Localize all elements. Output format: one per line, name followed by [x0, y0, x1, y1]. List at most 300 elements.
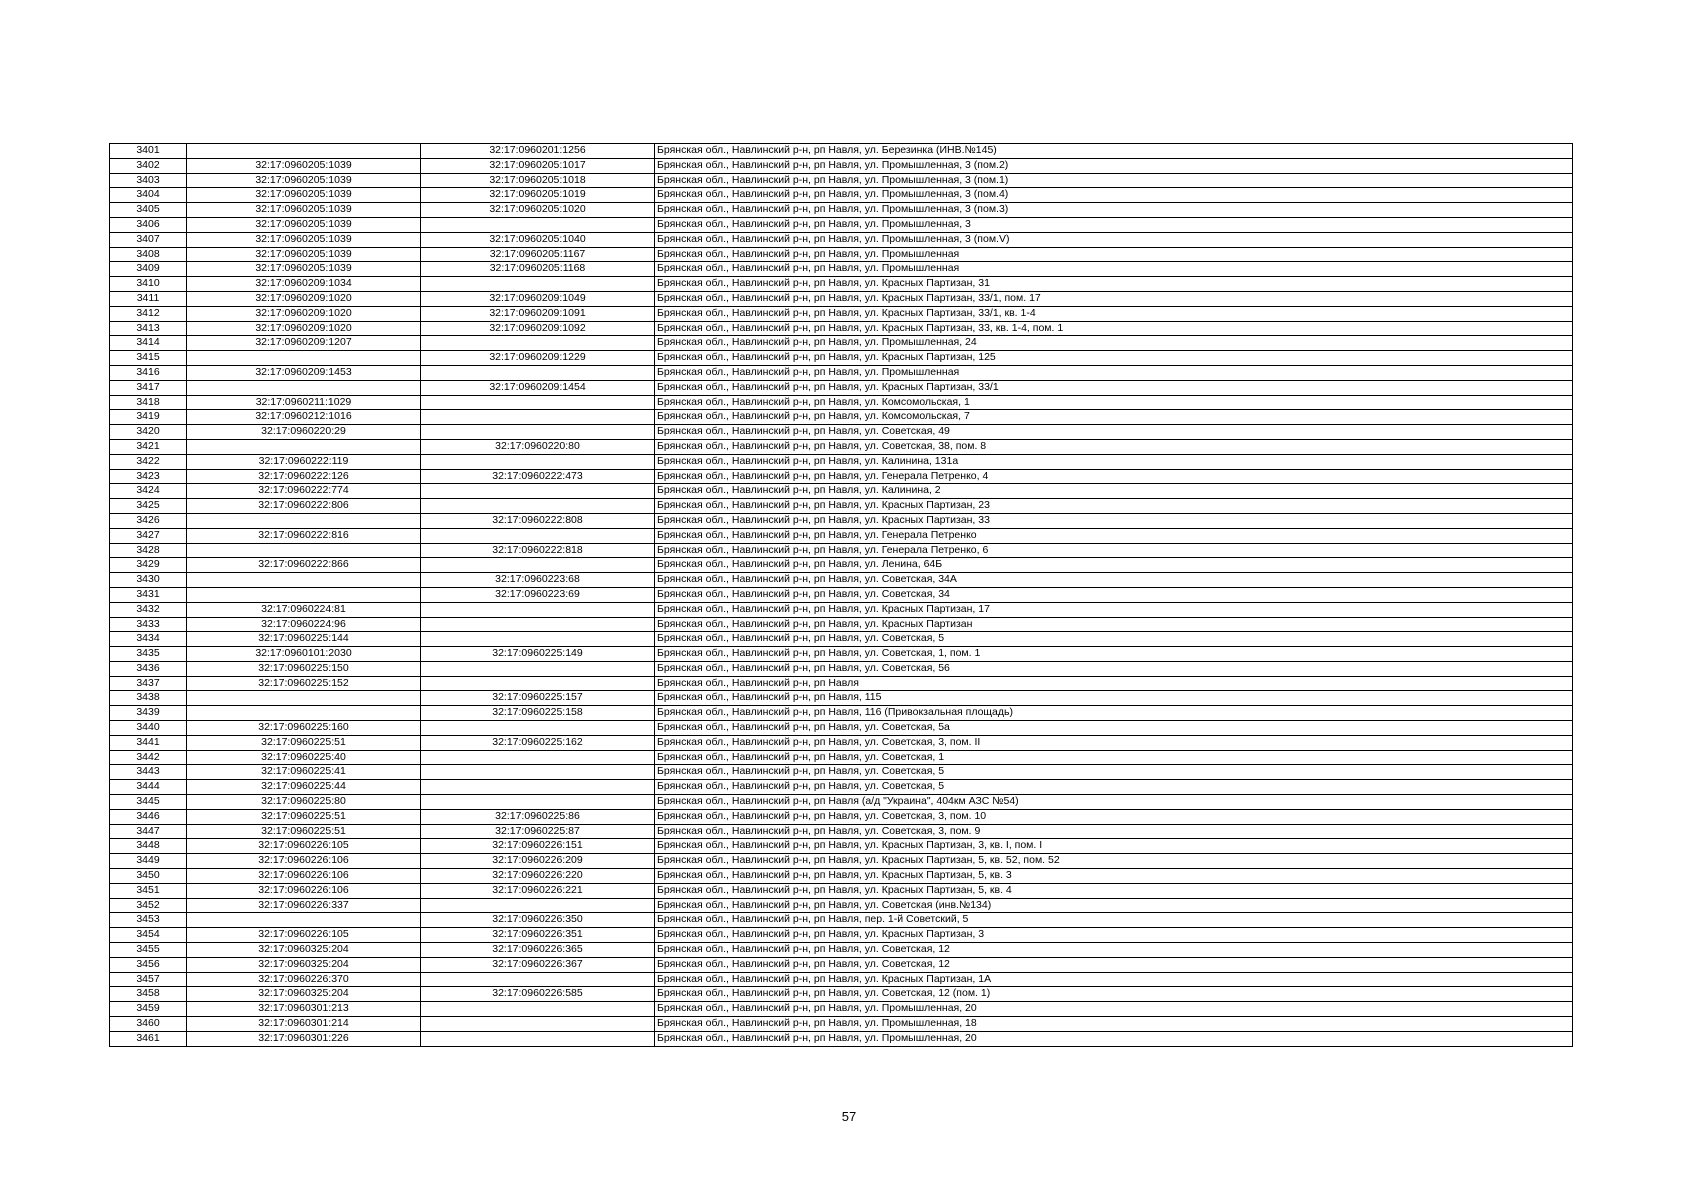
cadastral-number-cell: 32:17:0960225:162	[421, 735, 655, 750]
table-row	[110, 632, 1573, 647]
row-number-cell: 3452	[110, 898, 187, 913]
parent-cadastral-number-cell: 32:17:0960224:96	[187, 617, 421, 632]
parent-cadastral-number-cell: 32:17:0960226:106	[187, 869, 421, 884]
row-number-cell: 3438	[110, 691, 187, 706]
parent-cadastral-number-cell: 32:17:0960222:806	[187, 499, 421, 514]
row-number-cell: 3422	[110, 454, 187, 469]
table-row	[110, 351, 1573, 366]
table-row	[110, 898, 1573, 913]
row-number-cell: 3428	[110, 543, 187, 558]
cadastral-number-cell: 32:17:0960205:1017	[421, 158, 655, 173]
table-row	[110, 395, 1573, 410]
row-number-cell: 3453	[110, 913, 187, 928]
row-number-cell: 3417	[110, 380, 187, 395]
address-cell: Брянская обл., Навлинский р-н, рп Навля, ул. Красных Партизан, 3	[655, 928, 1573, 943]
cadastral-number-cell: 32:17:0960226:585	[421, 987, 655, 1002]
parent-cadastral-number-cell: 32:17:0960225:160	[187, 721, 421, 736]
table-row	[110, 1002, 1573, 1017]
table-row	[110, 869, 1573, 884]
row-number-cell: 3426	[110, 513, 187, 528]
address-cell: Брянская обл., Навлинский р-н, рп Навля, ул. Промышленная, 3 (пом.3)	[655, 203, 1573, 218]
parent-cadastral-number-cell: 32:17:0960225:51	[187, 824, 421, 839]
parent-cadastral-number-cell: 32:17:0960226:106	[187, 883, 421, 898]
parent-cadastral-number-cell: 32:17:0960209:1034	[187, 277, 421, 292]
table-row	[110, 647, 1573, 662]
row-number-cell: 3406	[110, 217, 187, 232]
parent-cadastral-number-cell: 32:17:0960209:1020	[187, 306, 421, 321]
parent-cadastral-number-cell: 32:17:0960301:213	[187, 1002, 421, 1017]
parent-cadastral-number-cell: 32:17:0960224:81	[187, 602, 421, 617]
cadastral-number-cell	[421, 499, 655, 514]
parent-cadastral-number-cell: 32:17:0960205:1039	[187, 247, 421, 262]
parent-cadastral-number-cell: 32:17:0960225:41	[187, 765, 421, 780]
row-number-cell: 3444	[110, 780, 187, 795]
row-number-cell: 3416	[110, 365, 187, 380]
cadastral-number-cell: 32:17:0960222:473	[421, 469, 655, 484]
table-row	[110, 1017, 1573, 1032]
row-number-cell: 3454	[110, 928, 187, 943]
cadastral-number-cell	[421, 528, 655, 543]
address-cell: Брянская обл., Навлинский р-н, рп Навля, 115	[655, 691, 1573, 706]
address-cell: Брянская обл., Навлинский р-н, рп Навля, ул. Красных Партизан, 23	[655, 499, 1573, 514]
parent-cadastral-number-cell	[187, 351, 421, 366]
address-cell: Брянская обл., Навлинский р-н, рп Навля, ул. Красных Партизан, 3, кв. I, пом. I	[655, 839, 1573, 854]
table-row	[110, 661, 1573, 676]
parent-cadastral-number-cell	[187, 573, 421, 588]
table-row	[110, 336, 1573, 351]
cadastral-number-cell: 32:17:0960226:151	[421, 839, 655, 854]
cadastral-number-cell	[421, 602, 655, 617]
cadastral-number-cell	[421, 617, 655, 632]
cadastral-number-cell	[421, 454, 655, 469]
cadastral-number-cell: 32:17:0960226:220	[421, 869, 655, 884]
parent-cadastral-number-cell: 32:17:0960205:1039	[187, 203, 421, 218]
cadastral-number-cell: 32:17:0960225:157	[421, 691, 655, 706]
address-cell: Брянская обл., Навлинский р-н, рп Навля, ул. Промышленная	[655, 247, 1573, 262]
row-number-cell: 3447	[110, 824, 187, 839]
table-row	[110, 913, 1573, 928]
cadastral-number-cell: 32:17:0960205:1040	[421, 232, 655, 247]
cadastral-number-cell: 32:17:0960226:221	[421, 883, 655, 898]
row-number-cell: 3402	[110, 158, 187, 173]
table-row	[110, 410, 1573, 425]
row-number-cell: 3412	[110, 306, 187, 321]
table-row	[110, 735, 1573, 750]
address-cell: Брянская обл., Навлинский р-н, рп Навля, ул. Красных Партизан, 17	[655, 602, 1573, 617]
parent-cadastral-number-cell	[187, 706, 421, 721]
cadastral-number-cell	[421, 365, 655, 380]
table-row	[110, 380, 1573, 395]
row-number-cell: 3460	[110, 1017, 187, 1032]
address-cell: Брянская обл., Навлинский р-н, рп Навля, ул. Советская, 1	[655, 750, 1573, 765]
parent-cadastral-number-cell: 32:17:0960222:126	[187, 469, 421, 484]
parent-cadastral-number-cell: 32:17:0960225:40	[187, 750, 421, 765]
parent-cadastral-number-cell: 32:17:0960325:204	[187, 987, 421, 1002]
parent-cadastral-number-cell: 32:17:0960301:214	[187, 1017, 421, 1032]
parent-cadastral-number-cell: 32:17:0960101:2030	[187, 647, 421, 662]
row-number-cell: 3425	[110, 499, 187, 514]
row-number-cell: 3403	[110, 173, 187, 188]
cadastral-number-cell: 32:17:0960225:158	[421, 706, 655, 721]
row-number-cell: 3450	[110, 869, 187, 884]
cadastral-number-cell	[421, 1017, 655, 1032]
row-number-cell: 3456	[110, 957, 187, 972]
table-row	[110, 425, 1573, 440]
parent-cadastral-number-cell: 32:17:0960212:1016	[187, 410, 421, 425]
row-number-cell: 3451	[110, 883, 187, 898]
table-row	[110, 291, 1573, 306]
table-row	[110, 765, 1573, 780]
table-row	[110, 721, 1573, 736]
table-row	[110, 321, 1573, 336]
row-number-cell: 3430	[110, 573, 187, 588]
parent-cadastral-number-cell: 32:17:0960222:119	[187, 454, 421, 469]
address-cell: Брянская обл., Навлинский р-н, рп Навля, 116 (Привокзальная площадь)	[655, 706, 1573, 721]
table-row	[110, 839, 1573, 854]
address-cell: Брянская обл., Навлинский р-н, рп Навля, ул. Красных Партизан, 33/1, пом. 17	[655, 291, 1573, 306]
address-cell: Брянская обл., Навлинский р-н, рп Навля, ул. Красных Партизан	[655, 617, 1573, 632]
cadastral-number-cell: 32:17:0960222:818	[421, 543, 655, 558]
parent-cadastral-number-cell: 32:17:0960325:204	[187, 943, 421, 958]
cadastral-number-cell	[421, 795, 655, 810]
parent-cadastral-number-cell	[187, 691, 421, 706]
address-cell: Брянская обл., Навлинский р-н, рп Навля, ул. Советская, 3, пом. 10	[655, 809, 1573, 824]
cadastral-number-cell	[421, 277, 655, 292]
address-cell: Брянская обл., Навлинский р-н, рп Навля, ул. Промышленная, 18	[655, 1017, 1573, 1032]
cadastral-number-cell: 32:17:0960225:149	[421, 647, 655, 662]
table-row	[110, 173, 1573, 188]
cadastral-number-cell: 32:17:0960205:1167	[421, 247, 655, 262]
row-number-cell: 3404	[110, 188, 187, 203]
row-number-cell: 3455	[110, 943, 187, 958]
parent-cadastral-number-cell: 32:17:0960225:150	[187, 661, 421, 676]
parent-cadastral-number-cell: 32:17:0960205:1039	[187, 217, 421, 232]
row-number-cell: 3432	[110, 602, 187, 617]
table-row	[110, 306, 1573, 321]
row-number-cell: 3459	[110, 1002, 187, 1017]
table-row	[110, 928, 1573, 943]
address-cell: Брянская обл., Навлинский р-н, рп Навля, ул. Красных Партизан, 5, кв. 4	[655, 883, 1573, 898]
cadastral-number-cell: 32:17:0960209:1092	[421, 321, 655, 336]
address-cell: Брянская обл., Навлинский р-н, рп Навля, ул. Красных Партизан, 1А	[655, 972, 1573, 987]
table-row	[110, 558, 1573, 573]
table-row	[110, 883, 1573, 898]
parent-cadastral-number-cell: 32:17:0960301:226	[187, 1031, 421, 1046]
table-row	[110, 528, 1573, 543]
address-cell: Брянская обл., Навлинский р-н, рп Навля, ул. Березинка (ИНВ.№145)	[655, 144, 1573, 159]
parent-cadastral-number-cell	[187, 513, 421, 528]
parent-cadastral-number-cell: 32:17:0960205:1039	[187, 262, 421, 277]
parent-cadastral-number-cell	[187, 543, 421, 558]
row-number-cell: 3409	[110, 262, 187, 277]
row-number-cell: 3408	[110, 247, 187, 262]
row-number-cell: 3435	[110, 647, 187, 662]
address-cell: Брянская обл., Навлинский р-н, рп Навля, ул. Красных Партизан, 33/1, кв. 1-4	[655, 306, 1573, 321]
table-row	[110, 795, 1573, 810]
table-row	[110, 1031, 1573, 1046]
table-row	[110, 750, 1573, 765]
address-cell: Брянская обл., Навлинский р-н, рп Навля, ул. Промышленная, 3	[655, 217, 1573, 232]
cadastral-number-cell	[421, 336, 655, 351]
table-row	[110, 854, 1573, 869]
address-cell: Брянская обл., Навлинский р-н, рп Навля, ул. Советская, 49	[655, 425, 1573, 440]
page-number: 57	[841, 1109, 857, 1124]
cadastral-number-cell	[421, 661, 655, 676]
row-number-cell: 3446	[110, 809, 187, 824]
row-number-cell: 3437	[110, 676, 187, 691]
cadastral-number-cell: 32:17:0960226:365	[421, 943, 655, 958]
row-number-cell: 3441	[110, 735, 187, 750]
cadastral-number-cell: 32:17:0960205:1018	[421, 173, 655, 188]
table-row	[110, 706, 1573, 721]
table-row	[110, 573, 1573, 588]
row-number-cell: 3443	[110, 765, 187, 780]
parent-cadastral-number-cell: 32:17:0960209:1207	[187, 336, 421, 351]
row-number-cell: 3429	[110, 558, 187, 573]
cadastral-number-cell	[421, 972, 655, 987]
row-number-cell: 3436	[110, 661, 187, 676]
cadastral-number-cell: 32:17:0960205:1168	[421, 262, 655, 277]
table-row	[110, 513, 1573, 528]
address-cell: Брянская обл., Навлинский р-н, рп Навля, пер. 1-й Советский, 5	[655, 913, 1573, 928]
parent-cadastral-number-cell	[187, 913, 421, 928]
cadastral-number-cell: 32:17:0960205:1020	[421, 203, 655, 218]
address-cell: Брянская обл., Навлинский р-н, рп Навля, ул. Калинина, 131а	[655, 454, 1573, 469]
parent-cadastral-number-cell: 32:17:0960226:106	[187, 854, 421, 869]
parent-cadastral-number-cell: 32:17:0960205:1039	[187, 232, 421, 247]
address-cell: Брянская обл., Навлинский р-н, рп Навля, ул. Советская (инв.№134)	[655, 898, 1573, 913]
address-cell: Брянская обл., Навлинский р-н, рп Навля, ул. Советская, 1, пом. 1	[655, 647, 1573, 662]
cadastral-number-cell: 32:17:0960209:1049	[421, 291, 655, 306]
table-row	[110, 987, 1573, 1002]
address-cell: Брянская обл., Навлинский р-н, рп Навля, ул. Калинина, 2	[655, 484, 1573, 499]
parent-cadastral-number-cell: 32:17:0960226:105	[187, 839, 421, 854]
row-number-cell: 3445	[110, 795, 187, 810]
address-cell: Брянская обл., Навлинский р-н, рп Навля, ул. Советская, 3, пом. 9	[655, 824, 1573, 839]
table-row	[110, 602, 1573, 617]
table-row	[110, 158, 1573, 173]
cadastral-number-cell	[421, 1002, 655, 1017]
cadastral-number-cell	[421, 558, 655, 573]
cadastral-number-cell: 32:17:0960209:1229	[421, 351, 655, 366]
cadastral-number-cell: 32:17:0960226:209	[421, 854, 655, 869]
table-row	[110, 188, 1573, 203]
parent-cadastral-number-cell: 32:17:0960205:1039	[187, 158, 421, 173]
table-row	[110, 809, 1573, 824]
row-number-cell: 3413	[110, 321, 187, 336]
table-row	[110, 277, 1573, 292]
parent-cadastral-number-cell: 32:17:0960220:29	[187, 425, 421, 440]
table-row	[110, 262, 1573, 277]
cadastral-number-cell: 32:17:0960223:68	[421, 573, 655, 588]
parent-cadastral-number-cell: 32:17:0960225:44	[187, 780, 421, 795]
parent-cadastral-number-cell: 32:17:0960225:152	[187, 676, 421, 691]
parent-cadastral-number-cell: 32:17:0960222:866	[187, 558, 421, 573]
table-row	[110, 543, 1573, 558]
row-number-cell: 3448	[110, 839, 187, 854]
parent-cadastral-number-cell: 32:17:0960209:1020	[187, 291, 421, 306]
row-number-cell: 3410	[110, 277, 187, 292]
cadastral-number-cell	[421, 410, 655, 425]
row-number-cell: 3418	[110, 395, 187, 410]
cadastral-number-cell	[421, 1031, 655, 1046]
parent-cadastral-number-cell	[187, 587, 421, 602]
address-cell: Брянская обл., Навлинский р-н, рп Навля, ул. Красных Партизан, 5, кв. 52, пом. 52	[655, 854, 1573, 869]
row-number-cell: 3421	[110, 439, 187, 454]
row-number-cell: 3415	[110, 351, 187, 366]
row-number-cell: 3434	[110, 632, 187, 647]
parent-cadastral-number-cell: 32:17:0960325:204	[187, 957, 421, 972]
address-cell: Брянская обл., Навлинский р-н, рп Навля, ул. Советская, 5а	[655, 721, 1573, 736]
cadastral-number-cell: 32:17:0960226:350	[421, 913, 655, 928]
row-number-cell: 3424	[110, 484, 187, 499]
cadastral-number-cell: 32:17:0960222:808	[421, 513, 655, 528]
address-cell: Брянская обл., Навлинский р-н, рп Навля, ул. Красных Партизан, 5, кв. 3	[655, 869, 1573, 884]
address-cell: Брянская обл., Навлинский р-н, рп Навля, ул. Промышленная, 3 (пом.1)	[655, 173, 1573, 188]
address-cell: Брянская обл., Навлинский р-н, рп Навля, ул. Промышленная, 3 (пом.V)	[655, 232, 1573, 247]
cadastral-table	[109, 143, 1573, 1047]
cadastral-number-cell	[421, 676, 655, 691]
address-cell: Брянская обл., Навлинский р-н, рп Навля, ул. Генерала Петренко, 6	[655, 543, 1573, 558]
address-cell: Брянская обл., Навлинский р-н, рп Навля	[655, 676, 1573, 691]
row-number-cell: 3440	[110, 721, 187, 736]
parent-cadastral-number-cell: 32:17:0960225:144	[187, 632, 421, 647]
parent-cadastral-number-cell: 32:17:0960209:1453	[187, 365, 421, 380]
parent-cadastral-number-cell: 32:17:0960222:816	[187, 528, 421, 543]
row-number-cell: 3423	[110, 469, 187, 484]
cadastral-number-cell: 32:17:0960209:1091	[421, 306, 655, 321]
cadastral-number-cell: 32:17:0960223:69	[421, 587, 655, 602]
address-cell: Брянская обл., Навлинский р-н, рп Навля, ул. Красных Партизан, 33	[655, 513, 1573, 528]
row-number-cell: 3407	[110, 232, 187, 247]
table-row	[110, 439, 1573, 454]
address-cell: Брянская обл., Навлинский р-н, рп Навля, ул. Советская, 3, пом. II	[655, 735, 1573, 750]
parent-cadastral-number-cell	[187, 439, 421, 454]
cadastral-number-cell	[421, 484, 655, 499]
address-cell: Брянская обл., Навлинский р-н, рп Навля, ул. Красных Партизан, 31	[655, 277, 1573, 292]
table-row	[110, 247, 1573, 262]
row-number-cell: 3439	[110, 706, 187, 721]
address-cell: Брянская обл., Навлинский р-н, рп Навля, ул. Генерала Петренко, 4	[655, 469, 1573, 484]
table-row	[110, 691, 1573, 706]
table-row	[110, 469, 1573, 484]
cadastral-number-cell	[421, 750, 655, 765]
address-cell: Брянская обл., Навлинский р-н, рп Навля, ул. Ленина, 64Б	[655, 558, 1573, 573]
table-row	[110, 217, 1573, 232]
parent-cadastral-number-cell: 32:17:0960205:1039	[187, 188, 421, 203]
table-row	[110, 203, 1573, 218]
table-row	[110, 144, 1573, 159]
table-row	[110, 232, 1573, 247]
address-cell: Брянская обл., Навлинский р-н, рп Навля, ул. Советская, 56	[655, 661, 1573, 676]
table-row	[110, 676, 1573, 691]
address-cell: Брянская обл., Навлинский р-н, рп Навля, ул. Советская, 12 (пом. 1)	[655, 987, 1573, 1002]
cadastral-number-cell: 32:17:0960226:351	[421, 928, 655, 943]
table-row	[110, 617, 1573, 632]
cadastral-number-cell: 32:17:0960226:367	[421, 957, 655, 972]
address-cell: Брянская обл., Навлинский р-н, рп Навля, ул. Комсомольская, 7	[655, 410, 1573, 425]
address-cell: Брянская обл., Навлинский р-н, рп Навля, ул. Советская, 34	[655, 587, 1573, 602]
address-cell: Брянская обл., Навлинский р-н, рп Навля, ул. Советская, 12	[655, 957, 1573, 972]
cadastral-number-cell: 32:17:0960225:86	[421, 809, 655, 824]
row-number-cell: 3458	[110, 987, 187, 1002]
row-number-cell: 3414	[110, 336, 187, 351]
address-cell: Брянская обл., Навлинский р-н, рп Навля, ул. Промышленная	[655, 262, 1573, 277]
table-row	[110, 365, 1573, 380]
row-number-cell: 3411	[110, 291, 187, 306]
table-body	[110, 144, 1573, 1047]
address-cell: Брянская обл., Навлинский р-н, рп Навля, ул. Промышленная, 24	[655, 336, 1573, 351]
parent-cadastral-number-cell: 32:17:0960225:51	[187, 809, 421, 824]
parent-cadastral-number-cell: 32:17:0960225:51	[187, 735, 421, 750]
address-cell: Брянская обл., Навлинский р-н, рп Навля, ул. Советская, 5	[655, 632, 1573, 647]
row-number-cell: 3401	[110, 144, 187, 159]
parent-cadastral-number-cell: 32:17:0960205:1039	[187, 173, 421, 188]
row-number-cell: 3461	[110, 1031, 187, 1046]
row-number-cell: 3442	[110, 750, 187, 765]
cadastral-number-cell: 32:17:0960225:87	[421, 824, 655, 839]
table-row	[110, 824, 1573, 839]
row-number-cell: 3405	[110, 203, 187, 218]
address-cell: Брянская обл., Навлинский р-н, рп Навля, ул. Красных Партизан, 33/1	[655, 380, 1573, 395]
parent-cadastral-number-cell: 32:17:0960226:370	[187, 972, 421, 987]
cadastral-number-cell: 32:17:0960201:1256	[421, 144, 655, 159]
parent-cadastral-number-cell: 32:17:0960222:774	[187, 484, 421, 499]
parent-cadastral-number-cell: 32:17:0960226:105	[187, 928, 421, 943]
address-cell: Брянская обл., Навлинский р-н, рп Навля (а/д "Украина", 404км АЗС №54)	[655, 795, 1573, 810]
cadastral-number-cell: 32:17:0960220:80	[421, 439, 655, 454]
address-cell: Брянская обл., Навлинский р-н, рп Навля, ул. Красных Партизан, 33, кв. 1-4, пом. 1	[655, 321, 1573, 336]
row-number-cell: 3449	[110, 854, 187, 869]
address-cell: Брянская обл., Навлинский р-н, рп Навля, ул. Генерала Петренко	[655, 528, 1573, 543]
parent-cadastral-number-cell	[187, 144, 421, 159]
parent-cadastral-number-cell: 32:17:0960226:337	[187, 898, 421, 913]
row-number-cell: 3427	[110, 528, 187, 543]
cadastral-number-cell	[421, 632, 655, 647]
table-row	[110, 499, 1573, 514]
address-cell: Брянская обл., Навлинский р-н, рп Навля, ул. Советская, 5	[655, 780, 1573, 795]
row-number-cell: 3457	[110, 972, 187, 987]
table-row	[110, 484, 1573, 499]
address-cell: Брянская обл., Навлинский р-н, рп Навля, ул. Советская, 12	[655, 943, 1573, 958]
cadastral-number-cell: 32:17:0960205:1019	[421, 188, 655, 203]
table-row	[110, 587, 1573, 602]
table-row	[110, 957, 1573, 972]
table-row	[110, 780, 1573, 795]
address-cell: Брянская обл., Навлинский р-н, рп Навля, ул. Промышленная, 20	[655, 1031, 1573, 1046]
row-number-cell: 3433	[110, 617, 187, 632]
address-cell: Брянская обл., Навлинский р-н, рп Навля, ул. Советская, 5	[655, 765, 1573, 780]
cadastral-number-cell	[421, 395, 655, 410]
table-row	[110, 972, 1573, 987]
row-number-cell: 3419	[110, 410, 187, 425]
parent-cadastral-number-cell: 32:17:0960211:1029	[187, 395, 421, 410]
cadastral-number-cell	[421, 425, 655, 440]
row-number-cell: 3431	[110, 587, 187, 602]
parent-cadastral-number-cell: 32:17:0960209:1020	[187, 321, 421, 336]
table-row	[110, 943, 1573, 958]
cadastral-number-cell	[421, 217, 655, 232]
cadastral-number-cell	[421, 721, 655, 736]
address-cell: Брянская обл., Навлинский р-н, рп Навля, ул. Промышленная, 20	[655, 1002, 1573, 1017]
parent-cadastral-number-cell: 32:17:0960225:80	[187, 795, 421, 810]
address-cell: Брянская обл., Навлинский р-н, рп Навля, ул. Красных Партизан, 125	[655, 351, 1573, 366]
cadastral-number-cell	[421, 765, 655, 780]
parent-cadastral-number-cell	[187, 380, 421, 395]
table-row	[110, 454, 1573, 469]
row-number-cell: 3420	[110, 425, 187, 440]
address-cell: Брянская обл., Навлинский р-н, рп Навля, ул. Промышленная, 3 (пом.2)	[655, 158, 1573, 173]
